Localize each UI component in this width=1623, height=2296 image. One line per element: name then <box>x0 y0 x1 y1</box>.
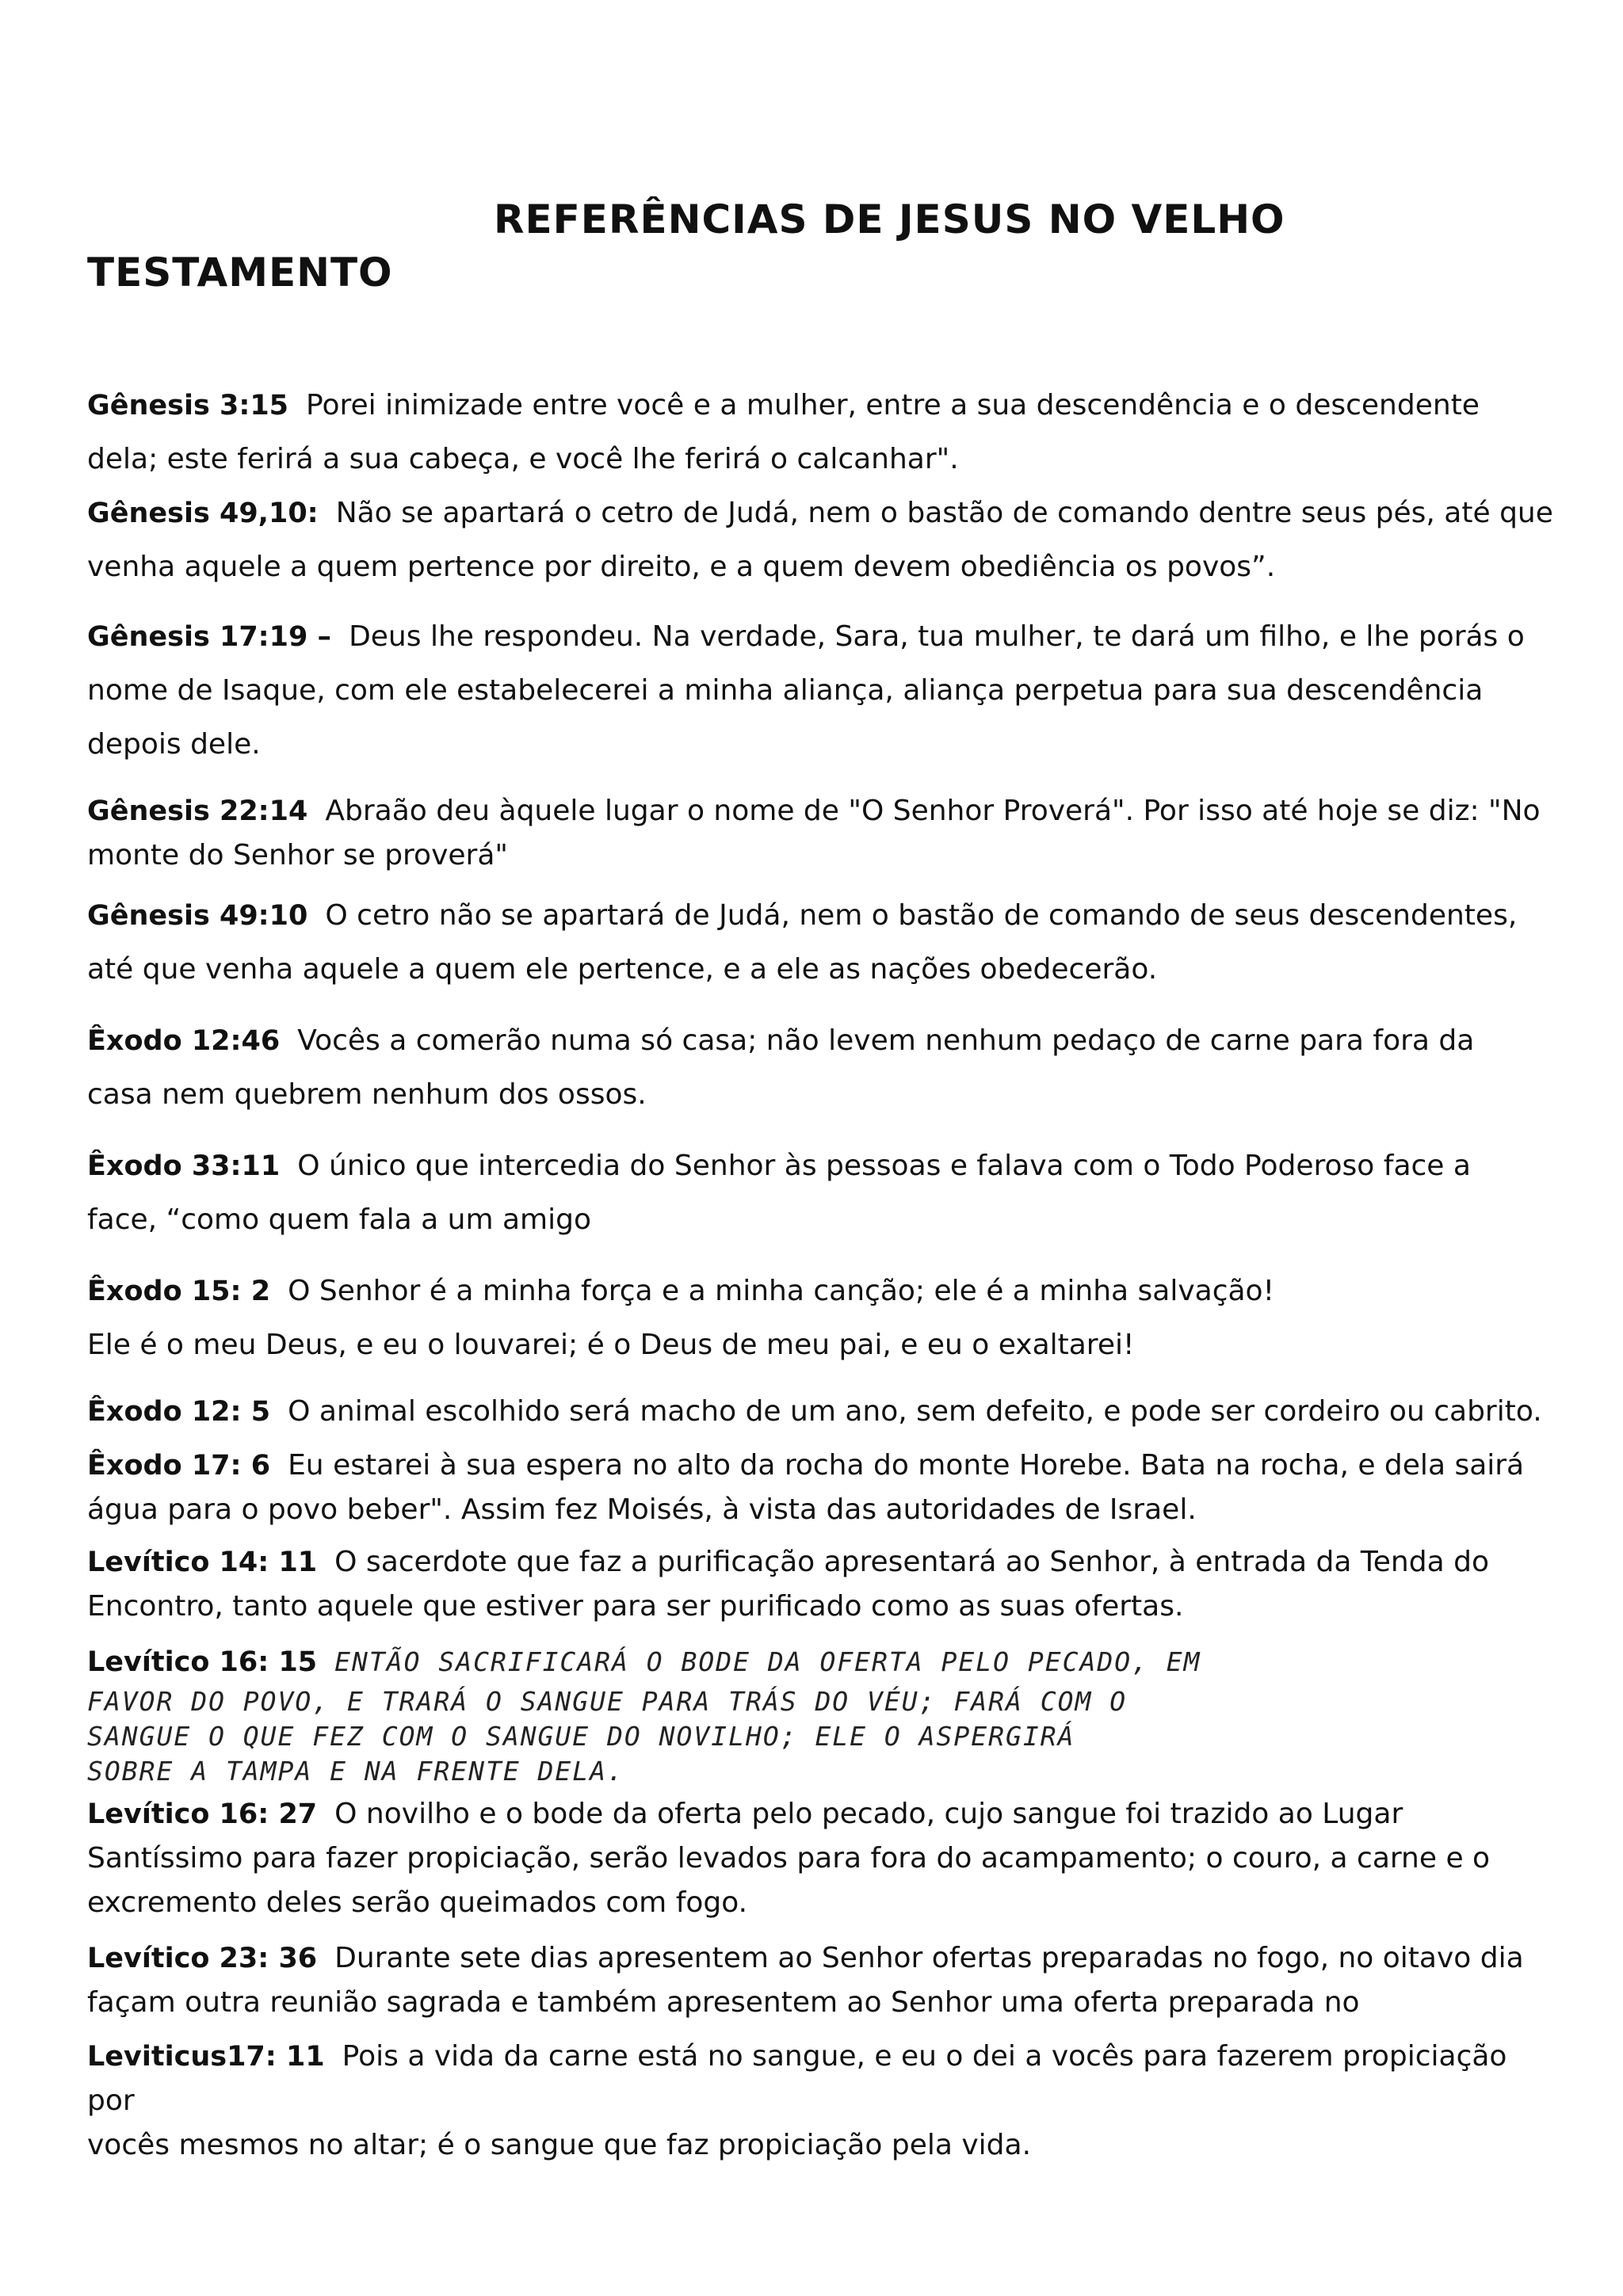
verse-reference: Levítico 23: 36 <box>87 1943 318 1974</box>
verse-text: Não se apartará o cetro de Judá, nem o bastão de comando dentre seus pés, até que <box>335 497 1553 529</box>
verse-text: Encontro, tanto aquele que estiver para ser purificado como as suas ofertas. <box>87 1590 1184 1623</box>
verse-text: Abraão deu àquele lugar o nome de "O Senhor Proverá". Por isso até hoje se diz: "No <box>325 795 1541 827</box>
reference-entry <box>87 889 1553 997</box>
verse-text-stylized: ENTÃO SACRIFICARÁ O BODE DA OFERTA PELO PECADO, EM <box>334 1646 1201 1677</box>
verse-text: Vocês a comerão numa só casa; não levem nenhum pedaço de carne para fora da <box>297 1024 1475 1057</box>
verse-text: O Senhor é a minha força e a minha canção; ele é a minha salvação! <box>288 1275 1275 1307</box>
verse-text: casa nem quebrem nenhum dos ossos. <box>87 1078 647 1111</box>
verse-text: O cetro não se apartará de Judá, nem o bastão de comando de seus descendentes, <box>325 899 1518 932</box>
reference-entry <box>87 1390 1553 1434</box>
reference-entry <box>87 1936 1553 2025</box>
verse-reference: Êxodo 17: 6 <box>87 1450 271 1482</box>
verse-reference: Levítico 16: 15 <box>87 1646 318 1678</box>
reference-entry <box>87 610 1553 772</box>
page-title-continuation: TESTAMENTO <box>87 250 393 296</box>
verse-reference: Êxodo 15: 2 <box>87 1276 271 1307</box>
page-title: REFERÊNCIAS DE JESUS NO VELHO <box>494 196 1285 242</box>
reference-entry <box>87 1540 1553 1629</box>
verse-text: Deus lhe respondeu. Na verdade, Sara, tua mulher, te dará um filho, e lhe porás o <box>349 620 1525 653</box>
verse-text: Durante sete dias apresentem ao Senhor ofertas preparadas no fogo, no oitavo dia <box>334 1942 1524 1974</box>
verse-text: Pois a vida da carne está no sangue, e eu o dei a vocês para fazerem propiciação por <box>87 2040 1507 2117</box>
reference-entry <box>87 1014 1553 1122</box>
verse-text: monte do Senhor se proverá" <box>87 839 508 871</box>
reference-entry <box>87 2035 1553 2168</box>
verse-text: face, “como quem fala a um amigo <box>87 1203 591 1236</box>
verse-text: excremento deles serão queimados com fogo. <box>87 1886 748 1919</box>
reference-entry <box>87 486 1553 594</box>
verse-reference: Gênesis 17:19 – <box>87 621 332 653</box>
verse-reference: Levítico 16: 27 <box>87 1798 318 1830</box>
reference-entry <box>87 1444 1553 1532</box>
reference-entry <box>87 1640 1553 1789</box>
verse-text-stylized: SOBRE A TAMPA E NA FRENTE DELA. <box>87 1756 624 1787</box>
verse-text: Ele é o meu Deus, e eu o louvarei; é o Deus de meu pai, e eu o exaltarei! <box>87 1329 1135 1361</box>
verse-reference: Gênesis 49,10: <box>87 498 319 529</box>
reference-entry <box>87 379 1553 486</box>
verse-text: façam outra reunião sagrada e também apresentem ao Senhor uma oferta preparada no <box>87 1986 1360 2019</box>
verse-text: nome de Isaque, com ele estabelecerei a minha aliança, aliança perpetua para sua descendência <box>87 674 1484 707</box>
verse-text: Santíssimo para fazer propiciação, serão levados para fora do acampamento; o couro, a carne e o <box>87 1842 1491 1875</box>
verse-reference: Levítico 14: 11 <box>87 1547 318 1578</box>
verse-text: Porei inimizade entre você e a mulher, entre a sua descendência e o descendente <box>306 389 1480 421</box>
verse-text-stylized: SANGUE O QUE FEZ COM O SANGUE DO NOVILHO; ELE O ASPERGIRÁ <box>87 1721 1075 1752</box>
verse-reference: Êxodo 33:11 <box>87 1150 281 1182</box>
reference-entry <box>87 1139 1553 1247</box>
reference-entry <box>87 1264 1553 1372</box>
reference-entry <box>87 1792 1553 1925</box>
verse-text: Eu estarei à sua espera no alto da rocha do monte Horebe. Bata na rocha, e dela sairá <box>288 1449 1525 1482</box>
verse-text: água para o povo beber". Assim fez Moisés, à vista das autoridades de Israel. <box>87 1493 1197 1526</box>
verse-text: vocês mesmos no altar; é o sangue que faz propiciação pela vida. <box>87 2129 1032 2161</box>
verse-reference: Leviticus17: 11 <box>87 2041 325 2073</box>
verse-text: O único que intercedia do Senhor às pessoas e falava com o Todo Poderoso face a <box>297 1150 1471 1182</box>
verse-text: O sacerdote que faz a purificação apresentará ao Senhor, à entrada da Tenda do <box>334 1546 1489 1578</box>
verse-text: venha aquele a quem pertence por direito, e a quem devem obediência os povos”. <box>87 551 1276 583</box>
verse-reference: Êxodo 12:46 <box>87 1025 281 1057</box>
verse-text: dela; este ferirá a sua cabeça, e você lhe ferirá o calcanhar". <box>87 443 959 475</box>
verse-reference: Gênesis 22:14 <box>87 795 308 827</box>
reference-entry <box>87 789 1553 878</box>
verse-reference: Gênesis 49:10 <box>87 900 308 932</box>
verse-text: O novilho e o bode da oferta pelo pecado, cujo sangue foi trazido ao Lugar <box>334 1798 1403 1830</box>
verse-text: O animal escolhido será macho de um ano, sem defeito, e pode ser cordeiro ou cabrito. <box>288 1395 1542 1428</box>
verse-reference: Êxodo 12: 5 <box>87 1396 271 1428</box>
verse-text-stylized: FAVOR DO POVO, E TRARÁ O SANGUE PARA TRÁS DO VÉU; FARÁ COM O <box>87 1686 1128 1717</box>
verse-text: até que venha aquele a quem ele pertence, e a ele as nações obedecerão. <box>87 953 1158 986</box>
verse-text: depois dele. <box>87 728 261 761</box>
reference-list <box>87 379 1553 2168</box>
verse-reference: Gênesis 3:15 <box>87 390 289 421</box>
